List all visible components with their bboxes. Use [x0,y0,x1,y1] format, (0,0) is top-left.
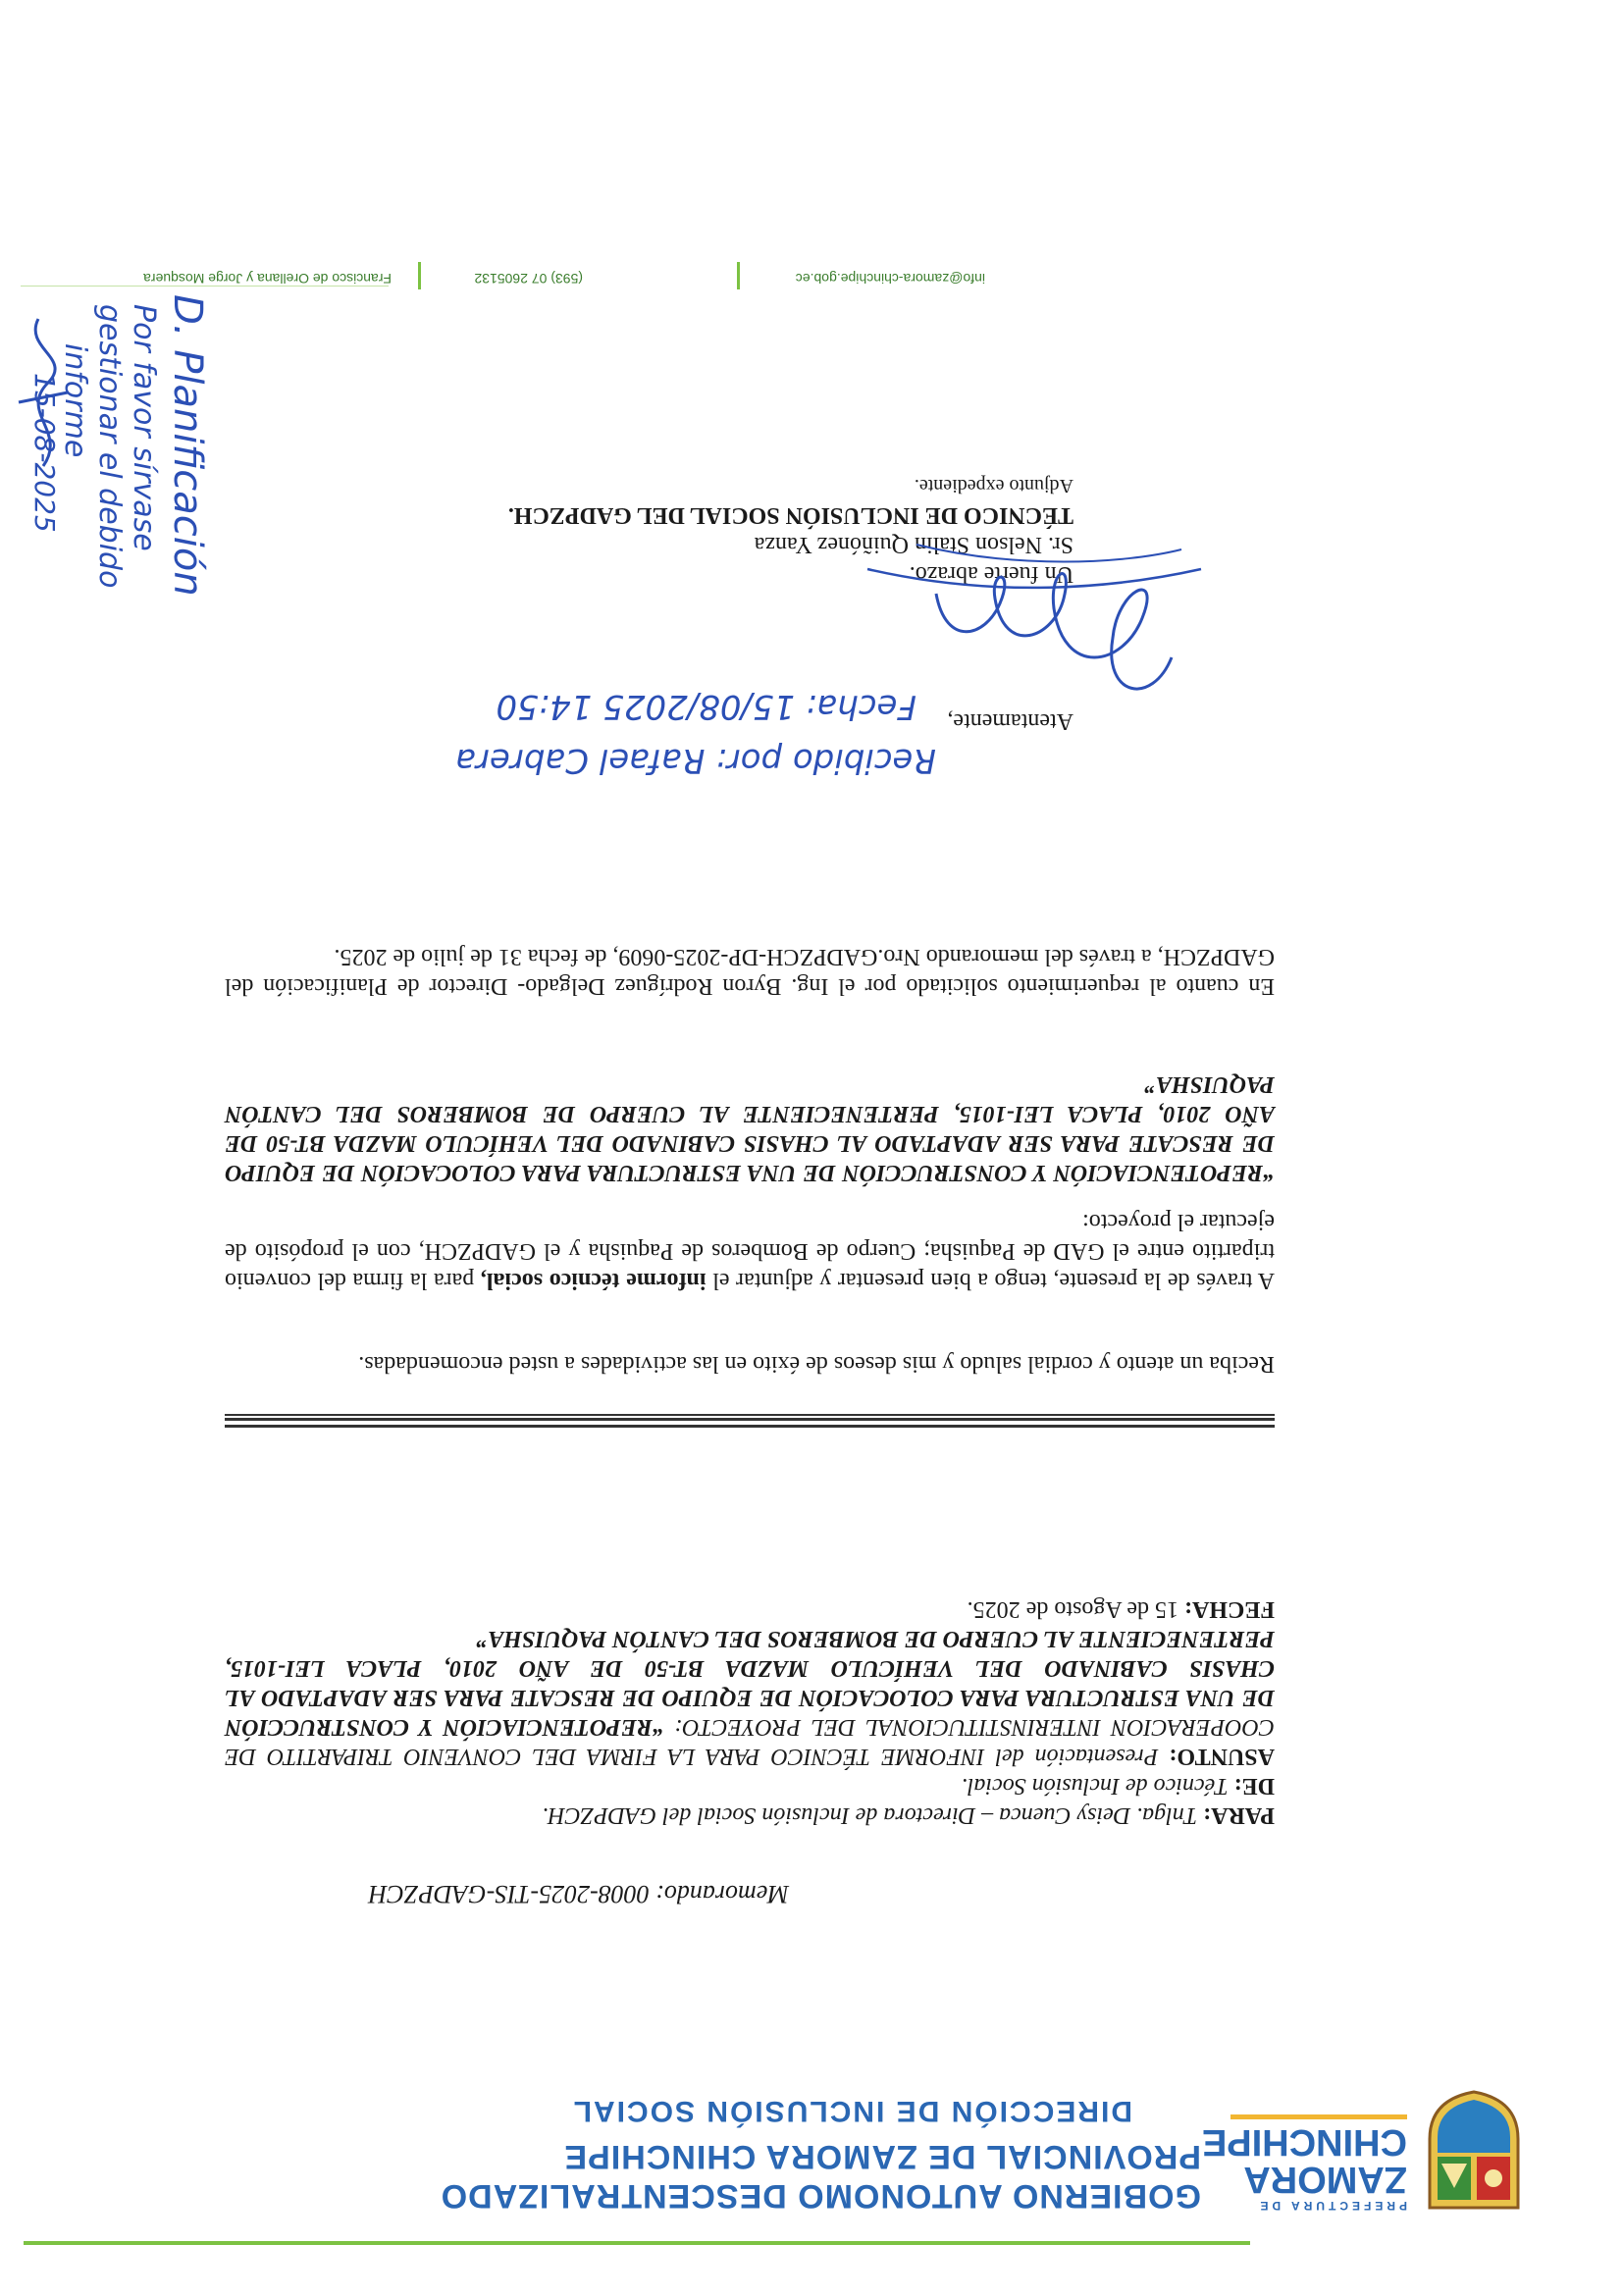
margin-note-line2: Por favor sírvase [127,304,161,551]
para-value: Tnlga. Deisy Cuenca – Directora de Inclusión Social del GADPZCH. [542,1802,1198,1828]
signer-role: TÉCNICO DE INCLUSIÓN SOCIAL DEL GADPZCH. [507,502,1073,528]
presentation-text-b: para la firma del convenio tripartito entre el GAD de Paquisha; Cuerpo de Bomberos de Paquisha y el GADPZCH, con el propósito de ejecutar el proyecto: [225,1209,1275,1293]
margin-note-line4: informe [58,343,92,458]
footer-separator [737,262,740,289]
prefectura-chinchipe: CHINCHIPE [1201,2121,1407,2163]
asunto-label: ASUNTO: [1169,1744,1275,1769]
para-line [225,1800,1275,1830]
para-label: PARA: [1203,1802,1275,1828]
greeting-paragraph: Reciba un atento y cordial saludo y mis deseos de éxito en las actividades a usted encomendadas. [358,1351,1275,1377]
margin-note-line3: gestionar el debido [92,304,127,589]
gad-title-line2: PROVINCIAL DE ZAMORA CHINCHIPE [563,2138,1201,2175]
fecha-label: FECHA: [1184,1596,1275,1622]
section-divider-thin [225,1414,1275,1416]
footer-address: Francisco de Orellana y Jorge Mosquera [143,271,392,287]
margin-note-date: 15-08-2025 [28,373,61,533]
prefectura-underline [1230,2114,1407,2119]
asunto-value: Presentación del INFORME TÉCNICO PARA LA FIRMA DEL CONVENIO TRIPARTITO DE COOPERACION INTERINSTITUCIONAL DEL PROYECTO: [224,1714,1275,1769]
header-green-rule [24,2241,1250,2245]
prefectura-small-label: PREFECTURA DE [1256,2199,1407,2213]
de-value: Técnico de Inclusión Social. [961,1773,1229,1799]
margin-note-planificacion: D. Planificación [165,294,210,597]
project-title: “REPOTENCIACIÓN Y CONSTRUCCIÓN DE UNA ESTRUCTURA PARA COLOCACIÓN DE EQUIPO DE RESCATE PARA SER ADAPTADO AL CHASIS CABINADO DEL VEHÍCULO MAZDA BT-50 DE AÑO 2010, PLACA LEI-1015, PERTENECIENTE AL CUERPO DE BOMBEROS DEL CANTÓN PAQUISHA” [225,1071,1275,1185]
presentation-paragraph [225,1207,1275,1295]
presentation-text-a: A través de la presente, tengo a bien presentar y adjuntar el [706,1268,1275,1293]
memo-number: Memorando: 0008-2025-TIS-GADPZCH [368,1880,789,1908]
prefectura-zamora: ZAMORA [1243,2159,1407,2200]
closing-abrazo: Un fuerte abrazo. [909,561,1073,587]
gad-title-line1: GOBIERNO AUTONOMO DESCENTRALIZADO [440,2177,1201,2215]
asunto-line [225,1624,1275,1771]
footer-separator [418,262,421,289]
department-title: DIRECCIÓN DE INCLUSIÓN SOCIAL [571,2095,1132,2127]
attachment-note: Adjunto expediente. [914,475,1073,496]
signer-name: Sr. Nelson Stalin Quiñónez Yanza [754,532,1073,557]
coat-of-arms-icon [1420,2090,1528,2218]
de-label: DE: [1233,1773,1275,1799]
received-by-note: Recibido por: Rafael Cabrera [455,741,936,780]
gad-title [24,2137,1201,2216]
footer-email: info@zamora-chinchipe.gob.ec [795,271,985,287]
section-divider-double [225,1418,1275,1428]
asunto-project: “REPOTENCIACIÓN Y CONSTRUCCIÓN DE UNA ESTRUCTURA PARA COLOCACIÓN DE EQUIPO DE RESCATE PARA SER ADAPTADO AL CHASIS CABINADO DEL VEHÍCULO MAZDA BT-50 DE AÑO 2010, PLACA LEI-1015, PERTENECIENTE AL CUERPO DE BOMBEROS DEL CANTÓN PAQUISHA” [225,1626,1275,1740]
de-line [225,1771,1275,1800]
requirement-paragraph: En cuanto al requerimiento solicitado por el Ing. Byron Rodríguez Delgado- Director de Planificación del GADPZCH, a través del memorando Nro.GADPZCH-DP-2025-0609, de fecha 31 de julio de 2025. [225,944,1275,999]
fecha-value: 15 de Agosto de 2025. [967,1596,1178,1622]
presentation-bold: informe técnico social, [480,1268,707,1293]
footer-phone: (593) 07 2605132 [474,271,583,287]
received-date-note: Fecha: 15/08/2025 14:50 [496,687,916,726]
closing-atentamente: Atentamente, [947,708,1073,734]
memo-header-block [225,1594,1275,1830]
fecha-line [225,1594,1275,1624]
margin-initials-scribble [9,314,78,471]
